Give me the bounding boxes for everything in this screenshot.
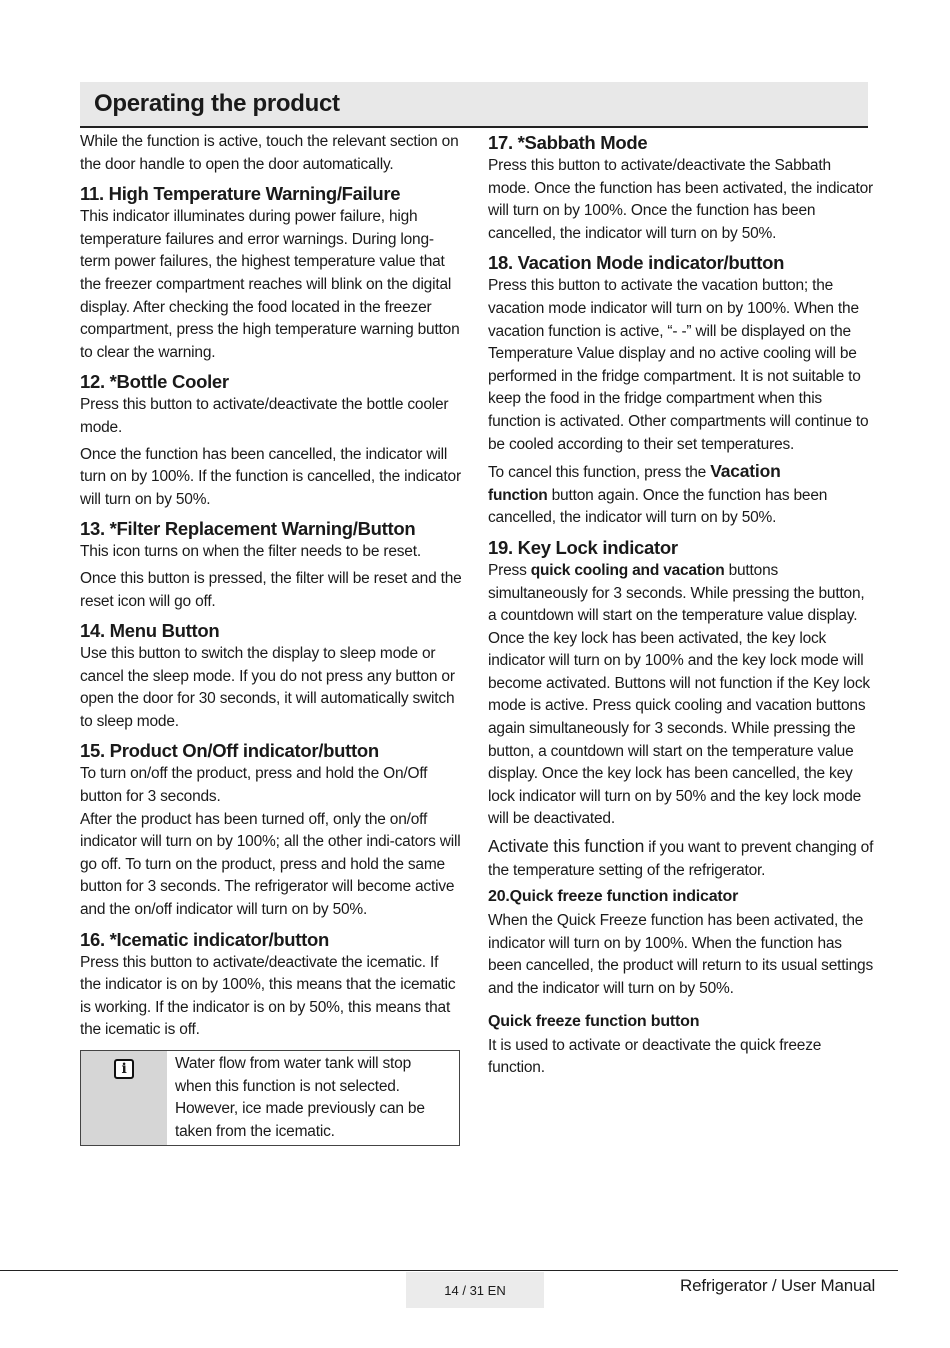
text: button again. Once the function has been cancelled, the indicator will turn on by 50%. [488, 486, 828, 527]
paragraph [488, 460, 874, 530]
heading-sabbath-mode: 17. *Sabbath Mode [488, 132, 648, 153]
paragraph: Press this button to activate/deactivate the bottle cooler mode. [80, 396, 449, 436]
bold-text: quick cooling and vacation [530, 561, 725, 579]
text: To cancel this function, press the [488, 464, 711, 482]
text: Press [488, 561, 531, 579]
paragraph [488, 835, 874, 882]
paragraph: After the product has been turned off, only the on/off indicator will turn on by 100%; all the other indi-cators will go off. To turn on the product, press and hold the same button for 3 seconds. The refrigerator will become active and the on/off indicator will turn on by 50%. [80, 810, 461, 919]
heading-quick-freeze-indicator: 20.Quick freeze function indicator [488, 888, 739, 906]
heading-filter-replacement: 13. *Filter Replacement Warning/Button [80, 518, 416, 540]
lead-text: Activate this function [488, 836, 645, 857]
info-icon: i [114, 1059, 134, 1079]
paragraph: Press this button to activate the vacation button; the vacation mode indicator will turn on by 100%. When the vacation function is active, “- -” will be displayed on the Temperature Value display and no active cooling will be performed in the fridge compartment. It is not suitable to keep the food in the fridge compartment when this function is activated. Other compartments will continue to be cooled according to their set temperatures. [488, 277, 869, 453]
paragraph: Use this button to switch the display to sleep mode or cancel the sleep mode. If you do not press any button or open the door for 30 seconds, it will automatically switch to sleep mode. [80, 645, 455, 730]
heading-key-lock: 19. Key Lock indicator [488, 536, 678, 558]
bold-text: function [488, 486, 548, 504]
heading-product-on-off: 15. Product On/Off indicator/button [80, 740, 379, 762]
paragraph [488, 560, 874, 831]
paragraph: It is used to activate or deactivate the quick freeze function. [488, 1036, 822, 1077]
text: buttons simultaneously for 3 seconds. While pressing the button, a countdown will start on the temperature value display. Once the key lock has been activated, the key lock indicator will turn on by 100% and the key lock mode will become activated. Buttons will not function if the Key lock mode is active. Press quick cooling and vacation buttons again simultaneously for 3 seconds. While pressing the button, a countdown will start on the temperature value display. Once the key lock has been cancelled, the key lock indicator will turn on by 50% and the key lock mode will be deactivated. [488, 561, 870, 828]
section-header [80, 82, 868, 128]
heading-bottle-cooler: 12. *Bottle Cooler [80, 371, 229, 393]
heading-high-temperature-warning: 11. High Temperature Warning/Failure [80, 183, 401, 205]
heading-vacation-mode: 18. Vacation Mode indicator/button [488, 252, 785, 274]
page-number: 14 / 31 EN [406, 1272, 544, 1308]
paragraph: When the Quick Freeze function has been activated, the indicator will turn on by 100%. When the function has been cancelled, the product will return to its usual settings and the indicator will turn on by 50%. [488, 912, 873, 997]
left-column [80, 131, 462, 1146]
footer-divider [0, 1270, 898, 1271]
paragraph: This icon turns on when the filter needs to be reset. [80, 543, 421, 561]
paragraph: Press this button to activate/deactivate the icematic. If the indicator is on by 100%, this means that the icematic is working. If the indicator is on by 50%, this means that the icematic is off. [80, 953, 456, 1039]
note-text: Water flow from water tank will stop when this function is not selected. However, ice made previously can be taken from the icematic. [175, 1055, 425, 1140]
page-title: Operating the product [94, 90, 340, 117]
note-icon-cell [81, 1051, 167, 1145]
heading-icematic: 16. *Icematic indicator/button [80, 928, 330, 950]
info-note [80, 1050, 460, 1146]
paragraph: Once the function has been cancelled, the indicator will turn on by 100%. If the function is cancelled, the indicator will turn on by 50%. [80, 445, 461, 508]
intro-paragraph: While the function is active, touch the relevant section on the door handle to open the door automatically. [80, 133, 459, 173]
bold-text: Vacation [710, 461, 781, 482]
paragraph: This indicator illuminates during power failure, high temperature failures and error warnings. During long-term power failures, the highest temperature value that the freezer compartment reaches will blink on the digital display. After checking the food located in the freezer compartment, press the high temperature warning button to clear the warning. [80, 208, 460, 361]
manual-title: Refrigerator / User Manual [680, 1276, 876, 1295]
paragraph: Once this button is pressed, the filter will be reset and the reset icon will go off. [80, 569, 462, 610]
paragraph: Press this button to activate/deactivate the Sabbath mode. Once the function has been activated, the indicator will turn on by 100%. Once the function has been cancelled, the indicator will turn on by 50%. [488, 157, 873, 242]
heading-quick-freeze-button: Quick freeze function button [488, 1012, 700, 1030]
paragraph: To turn on/off the product, press and hold the On/Off button for 3 seconds. [80, 765, 428, 806]
text: if you want to prevent changing of the temperature setting of the refrigerator. [488, 839, 874, 879]
right-column [488, 131, 874, 1084]
heading-menu-button: 14. Menu Button [80, 620, 220, 642]
